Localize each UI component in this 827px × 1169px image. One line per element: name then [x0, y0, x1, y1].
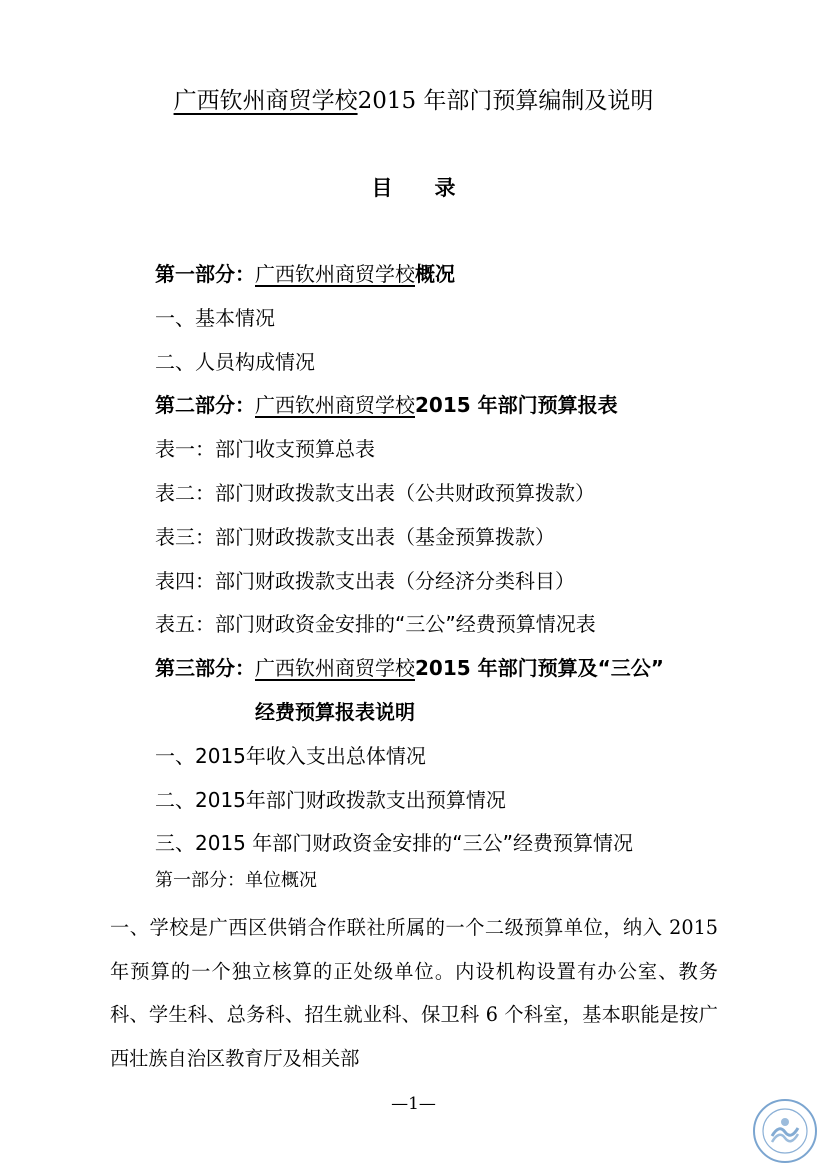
- document-title: [0, 84, 827, 118]
- toc-part-3-lead: 第三部分：: [155, 656, 255, 681]
- toc-part-2-tail: 2015 年部门预算报表: [415, 393, 618, 418]
- toc-heading-char-1: 目: [371, 176, 393, 200]
- title-school-name: 广西钦州商贸学校: [173, 88, 358, 114]
- table-of-contents: [155, 256, 755, 869]
- toc-item: 表三：部门财政拨款支出表（基金预算拨款）: [155, 524, 555, 549]
- toc-part-2: [155, 387, 755, 431]
- toc-part-2-lead: 第二部分：: [155, 393, 255, 418]
- toc-part-1-lead: 第一部分：: [155, 262, 255, 286]
- toc-item: 三、2015 年部门财政资金安排的“三公”经费预算情况: [155, 831, 633, 856]
- school-seal-icon: [752, 1098, 818, 1164]
- toc-item: 一、2015年收入支出总体情况: [155, 743, 426, 768]
- toc-part-3-school: 广西钦州商贸学校: [255, 656, 415, 681]
- toc-item: 表二：部门财政拨款支出表（公共财政预算拨款）: [155, 480, 595, 505]
- toc-part-3-tail: 2015 年部门预算及“三公”: [415, 656, 664, 681]
- toc-part-1-tail: 概况: [415, 262, 455, 286]
- toc-item: 二、2015年部门财政拨款支出预算情况: [155, 787, 506, 812]
- toc-heading: [0, 173, 827, 203]
- toc-part-3-continuation: 经费预算报表说明: [255, 699, 415, 724]
- toc-part-1-school: 广西钦州商贸学校: [255, 262, 415, 286]
- toc-part-2-school: 广西钦州商贸学校: [255, 393, 415, 418]
- title-rest: 2015 年部门预算编制及说明: [357, 88, 654, 114]
- toc-heading-char-2: 录: [434, 176, 456, 200]
- toc-item: 表五：部门财政资金安排的“三公”经费预算情况表: [155, 612, 596, 637]
- toc-part-1: [155, 256, 755, 300]
- toc-item: 一、基本情况: [155, 305, 275, 330]
- body-paragraph: 一、学校是广西区供销合作联社所属的一个二级预算单位，纳入 2015 年预算的一个独立核算的正处级单位。内设机构设置有办公室、教务科、学生科、总务科、招生就业科、保卫科 6 个科室，基本职能是按广西壮族自治区教育厅及相关部: [110, 916, 718, 1070]
- toc-item: 二、人员构成情况: [155, 349, 315, 374]
- section-heading: 第一部分：单位概况: [155, 870, 317, 891]
- toc-item: 表四：部门财政拨款支出表（分经济分类科目）: [155, 568, 575, 593]
- toc-item: 表一：部门收支预算总表: [155, 437, 375, 462]
- page-number: —1—: [391, 1094, 436, 1114]
- toc-part-3: [155, 650, 755, 694]
